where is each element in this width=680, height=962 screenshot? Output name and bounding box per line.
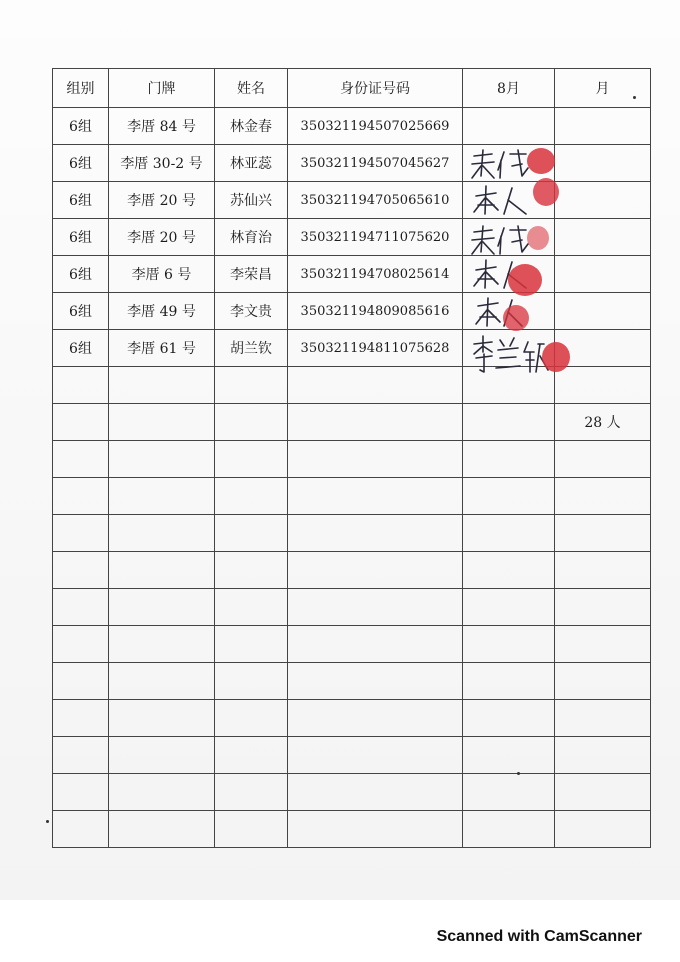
cell-house: 李厝 20 号 — [109, 182, 215, 219]
scanner-watermark: Scanned with CamScanner — [436, 928, 642, 945]
cell-name: 胡兰钦 — [215, 330, 288, 367]
cell-house: 李厝 30-2 号 — [109, 145, 215, 182]
cell-id: 350321194711075620 — [288, 219, 463, 256]
handwritten-signature — [474, 186, 526, 214]
cell-house: 李厝 61 号 — [109, 330, 215, 367]
header-august: 8月 — [463, 69, 555, 108]
ink-speck — [633, 96, 636, 99]
fingerprint-stamp — [527, 148, 555, 174]
handwritten-signature — [474, 336, 548, 372]
header-group: 组别 — [53, 69, 109, 108]
cell-group: 6组 — [53, 330, 109, 367]
header-month: 月 — [555, 69, 651, 108]
fingerprint-stamp — [503, 305, 529, 331]
header-name: 姓名 — [215, 69, 288, 108]
cell-group: 6组 — [53, 256, 109, 293]
cell-house: 李厝 6 号 — [109, 256, 215, 293]
cell-name: 林育治 — [215, 219, 288, 256]
cell-name: 李荣昌 — [215, 256, 288, 293]
cell-house: 李厝 20 号 — [109, 219, 215, 256]
ink-speck — [517, 772, 520, 775]
cell-name: 林亚蕊 — [215, 145, 288, 182]
handwritten-signature — [472, 150, 528, 178]
cell-id: 350321194705065610 — [288, 182, 463, 219]
fingerprint-stamp — [542, 342, 570, 372]
cell-house: 李厝 49 号 — [109, 293, 215, 330]
fingerprint-stamp — [533, 178, 559, 206]
cell-id: 350321194708025614 — [288, 256, 463, 293]
handwritten-signature — [472, 226, 528, 254]
total-count: 28 人 — [555, 404, 651, 441]
cell-group: 6组 — [53, 145, 109, 182]
cell-id: 350321194809085616 — [288, 293, 463, 330]
cell-house: 李厝 84 号 — [109, 108, 215, 145]
fingerprint-stamp — [527, 226, 549, 250]
cell-group: 6组 — [53, 108, 109, 145]
cell-group: 6组 — [53, 293, 109, 330]
header-house-number: 门牌 — [109, 69, 215, 108]
fingerprint-stamp — [508, 264, 542, 296]
ink-speck — [46, 820, 49, 823]
cell-id: 350321194507045627 — [288, 145, 463, 182]
cell-id: 350321194811075628 — [288, 330, 463, 367]
cell-group: 6组 — [53, 219, 109, 256]
cell-name: 林金春 — [215, 108, 288, 145]
cell-id: 350321194507025669 — [288, 108, 463, 145]
header-id-number: 身份证号码 — [288, 69, 463, 108]
cell-name: 苏仙兴 — [215, 182, 288, 219]
cell-name: 李文贵 — [215, 293, 288, 330]
cell-group: 6组 — [53, 182, 109, 219]
